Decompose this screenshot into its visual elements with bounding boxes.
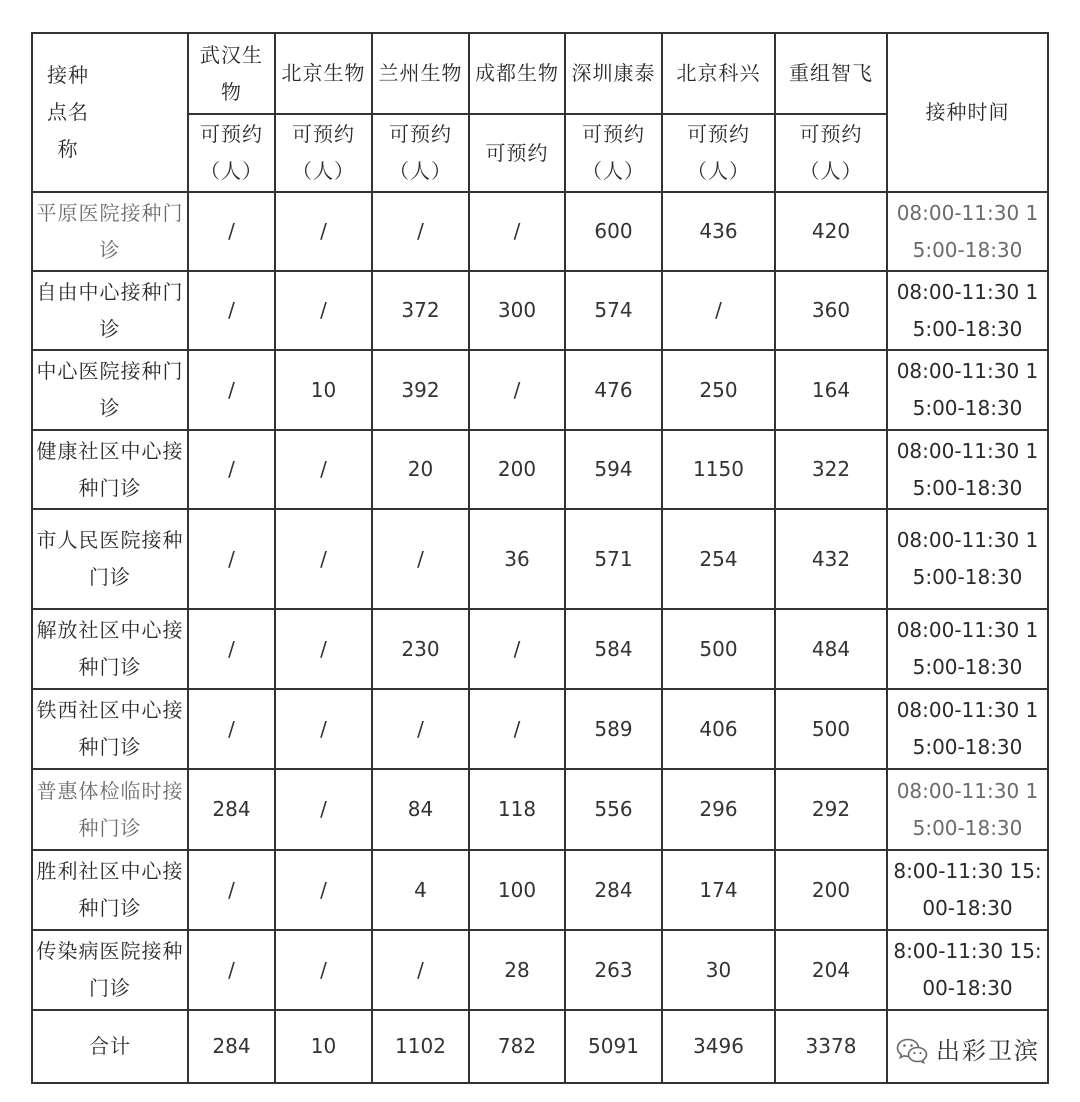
available-count: 4	[414, 877, 427, 902]
vaccination-time: 08:00-11:30 15:00-18:30	[896, 528, 1039, 589]
available-count-cell	[775, 850, 887, 930]
site-name-cell	[32, 509, 188, 609]
available-count: /	[513, 219, 521, 243]
available-count-cell	[565, 850, 662, 930]
available-count-cell	[372, 430, 469, 509]
available-label: 可预约	[200, 122, 263, 146]
available-label: 可预约	[582, 122, 645, 146]
available-count: /	[513, 716, 521, 741]
available-count-cell	[275, 509, 372, 609]
available-count-cell	[275, 271, 372, 350]
available-count: /	[320, 636, 327, 661]
site-name: 市人民医院接种门诊	[36, 528, 184, 589]
available-count: 118	[497, 797, 537, 821]
total-count-cell	[662, 1010, 775, 1083]
available-count: 292	[811, 797, 851, 821]
available-count-cell	[275, 192, 372, 271]
available-count: 556	[594, 797, 633, 821]
available-count: 500	[811, 716, 851, 741]
available-count-cell	[775, 609, 887, 689]
site-name-cell	[32, 850, 188, 930]
site-name-cell	[32, 930, 188, 1010]
site-name-cell	[32, 689, 188, 769]
vaccination-time-cell	[887, 769, 1048, 850]
total-count: 3496	[693, 1034, 744, 1058]
available-count-cell	[662, 350, 775, 430]
available-count: 484	[811, 636, 851, 661]
total-count-cell	[188, 1010, 275, 1083]
header-beijing-bio	[275, 33, 372, 114]
header-zhifei-recombinant	[775, 33, 887, 114]
available-count: /	[228, 457, 235, 481]
total-count: 5091	[588, 1034, 639, 1058]
available-count: /	[228, 219, 235, 243]
available-count-cell	[565, 271, 662, 350]
available-count: /	[228, 546, 235, 571]
total-count: 1102	[395, 1034, 446, 1058]
available-count-cell	[469, 192, 565, 271]
available-count-cell	[662, 192, 775, 271]
total-count-cell	[469, 1010, 565, 1083]
available-count: 230	[401, 636, 440, 661]
header-wuhan-bio	[188, 33, 275, 114]
available-count-cell	[469, 350, 565, 430]
header-vaccination-time	[887, 33, 1048, 192]
available-count: 476	[594, 377, 633, 402]
available-count: 589	[594, 716, 633, 741]
table-row	[32, 192, 1048, 271]
site-name-cell	[32, 271, 188, 350]
vaccination-time-cell	[887, 609, 1048, 689]
vaccination-time: 08:00-11:30 15:00-18:30	[896, 698, 1039, 759]
vaccination-time-cell	[887, 192, 1048, 271]
available-count-cell	[188, 769, 275, 850]
watermark-text: 出彩卫滨	[936, 1037, 1040, 1065]
available-count-cell	[662, 769, 775, 850]
vaccination-time: 8:00-11:30 15:00-18:30	[893, 859, 1042, 920]
vaccination-availability-table	[31, 32, 1049, 1084]
site-name: 平原医院接种门诊	[36, 200, 184, 262]
site-name: 解放社区中心接种门诊	[36, 618, 184, 679]
available-count-cell	[188, 850, 275, 930]
subheader-available	[775, 114, 887, 192]
available-count: 200	[811, 877, 851, 902]
available-count: /	[715, 298, 722, 322]
available-count: /	[320, 877, 327, 902]
total-count-cell	[565, 1010, 662, 1083]
table-row	[32, 430, 1048, 509]
available-count: 174	[699, 877, 738, 902]
total-label: 合计	[89, 1034, 131, 1058]
total-count: 3378	[805, 1034, 857, 1058]
vendor-label: 兰州生物	[378, 61, 463, 85]
available-count: /	[320, 957, 327, 982]
subheader-available	[565, 114, 662, 192]
subheader-available	[372, 114, 469, 192]
header-lanzhou-bio	[372, 33, 469, 114]
site-name-cell	[32, 769, 188, 850]
subheader-available	[188, 114, 275, 192]
available-count: 20	[407, 457, 434, 481]
available-count-cell	[188, 271, 275, 350]
site-name: 胜利社区中心接种门诊	[36, 859, 184, 920]
table-row	[32, 689, 1048, 769]
available-count: 392	[401, 377, 440, 402]
available-count-cell	[662, 850, 775, 930]
site-name: 健康社区中心接种门诊	[36, 438, 184, 500]
site-name: 传染病医院接种门诊	[36, 939, 184, 1000]
available-count-cell	[662, 609, 775, 689]
available-count-cell	[775, 350, 887, 430]
available-count: /	[320, 298, 327, 322]
vaccination-time-cell	[887, 850, 1048, 930]
available-count: 500	[699, 636, 738, 661]
available-count: 406	[699, 716, 738, 741]
vaccination-time-cell	[887, 930, 1048, 1010]
available-count-cell	[188, 509, 275, 609]
table-header	[32, 33, 1048, 192]
available-label: 可预约	[485, 140, 549, 165]
vendor-label: 重组智飞	[789, 61, 873, 85]
table-row	[32, 769, 1048, 850]
available-count-cell	[565, 769, 662, 850]
table-row	[32, 271, 1048, 350]
available-unit: （人）	[582, 159, 645, 183]
vendor-label: 北京科兴	[676, 61, 761, 85]
available-count: 284	[212, 797, 251, 821]
available-unit: （人）	[389, 159, 452, 183]
vendor-label: 深圳康泰	[571, 61, 656, 85]
available-count: 200	[497, 457, 537, 481]
available-count: 372	[401, 298, 440, 322]
available-unit: （人）	[200, 159, 263, 183]
available-count-cell	[565, 509, 662, 609]
available-count: /	[417, 546, 424, 571]
available-count-cell	[565, 930, 662, 1010]
header-chengdu-bio	[469, 33, 565, 114]
available-label: 可预约	[389, 122, 452, 146]
available-count: 296	[699, 797, 738, 821]
available-count: /	[417, 716, 424, 741]
available-count-cell	[275, 850, 372, 930]
available-count: /	[513, 636, 521, 661]
available-count-cell	[469, 769, 565, 850]
available-count-cell	[662, 930, 775, 1010]
available-unit: （人）	[799, 159, 863, 183]
vaccination-time: 08:00-11:30 15:00-18:30	[896, 618, 1039, 679]
subheader-available	[275, 114, 372, 192]
available-label: 可预约	[292, 122, 355, 146]
available-count: 432	[811, 546, 851, 571]
available-count-cell	[188, 930, 275, 1010]
total-label-cell	[32, 1010, 188, 1083]
available-count-cell	[469, 430, 565, 509]
vaccination-time-cell	[887, 271, 1048, 350]
vaccination-time: 08:00-11:30 15:00-18:30	[896, 359, 1039, 420]
available-count-cell	[372, 930, 469, 1010]
site-name-cell	[32, 192, 188, 271]
available-count-cell	[775, 509, 887, 609]
available-count-cell	[275, 430, 372, 509]
table-row	[32, 350, 1048, 430]
site-name-cell	[32, 609, 188, 689]
header-shenzhen-kangtai	[565, 33, 662, 114]
available-count: /	[228, 957, 235, 982]
available-label: 可预约	[799, 122, 863, 146]
available-count: /	[417, 957, 424, 982]
available-count: 204	[811, 957, 851, 982]
available-count: 600	[594, 219, 633, 243]
available-count: 100	[497, 877, 537, 902]
total-count: 284	[212, 1034, 251, 1058]
available-label: 可预约	[687, 122, 750, 146]
total-count: 782	[497, 1034, 537, 1058]
available-count: 36	[504, 546, 530, 571]
available-count: /	[228, 298, 235, 322]
available-count-cell	[775, 271, 887, 350]
available-count-cell	[469, 609, 565, 689]
available-count-cell	[372, 271, 469, 350]
available-count-cell	[372, 350, 469, 430]
vaccination-time: 08:00-11:30 15:00-18:30	[896, 438, 1039, 500]
available-count-cell	[469, 930, 565, 1010]
total-count-cell	[372, 1010, 469, 1083]
vaccination-time: 08:00-11:30 15:00-18:30	[896, 778, 1039, 840]
available-count-cell	[469, 271, 565, 350]
available-count-cell	[565, 689, 662, 769]
available-count: /	[320, 219, 327, 243]
available-count: 250	[699, 377, 738, 402]
wechat-icon	[896, 1038, 928, 1064]
available-count-cell	[662, 271, 775, 350]
site-name-cell	[32, 350, 188, 430]
available-count-cell	[469, 850, 565, 930]
site-name-cell	[32, 430, 188, 509]
available-count: /	[228, 636, 235, 661]
available-count: 436	[699, 219, 738, 243]
available-count: 254	[699, 546, 738, 571]
watermark	[896, 1036, 1040, 1066]
available-count: /	[513, 377, 521, 402]
available-count-cell	[188, 689, 275, 769]
table-body	[32, 192, 1048, 1010]
available-count: 164	[811, 377, 851, 402]
time-header-label: 接种时间	[925, 100, 1010, 124]
site-name: 铁西社区中心接种门诊	[36, 698, 184, 759]
available-count-cell	[469, 509, 565, 609]
table-row	[32, 509, 1048, 609]
available-count-cell	[372, 769, 469, 850]
available-count-cell	[372, 192, 469, 271]
table-row	[32, 609, 1048, 689]
available-count-cell	[775, 930, 887, 1010]
table-row	[32, 930, 1048, 1010]
site-name: 自由中心接种门诊	[36, 279, 184, 341]
vaccination-time: 8:00-11:30 15:00-18:30	[893, 939, 1042, 1000]
available-count-cell	[662, 430, 775, 509]
available-count: 300	[497, 298, 537, 322]
available-count-cell	[775, 192, 887, 271]
vaccination-time: 08:00-11:30 15:00-18:30	[896, 200, 1039, 262]
available-count-cell	[275, 689, 372, 769]
vendor-label: 成都生物	[475, 61, 559, 85]
vaccination-time-cell	[887, 689, 1048, 769]
available-count: 420	[811, 219, 851, 243]
available-count-cell	[662, 509, 775, 609]
available-unit: （人）	[292, 159, 355, 183]
total-count-cell	[275, 1010, 372, 1083]
available-count: 84	[407, 797, 434, 821]
available-count: 28	[504, 957, 530, 982]
available-count: 574	[594, 298, 633, 322]
available-count: /	[320, 797, 327, 821]
table-row	[32, 850, 1048, 930]
available-count: /	[228, 716, 235, 741]
total-count: 10	[310, 1034, 337, 1058]
available-count: 584	[594, 636, 633, 661]
available-count-cell	[565, 430, 662, 509]
vaccination-time-cell	[887, 509, 1048, 609]
available-count: 571	[594, 546, 633, 571]
header-beijing-sinovac	[662, 33, 775, 114]
available-count: /	[320, 716, 327, 741]
vaccination-time: 08:00-11:30 15:00-18:30	[896, 279, 1039, 341]
subheader-available	[469, 114, 565, 192]
available-count-cell	[469, 689, 565, 769]
site-name: 普惠体检临时接种门诊	[36, 778, 184, 840]
available-count-cell	[372, 689, 469, 769]
available-count-cell	[275, 609, 372, 689]
available-count-cell	[275, 350, 372, 430]
available-count-cell	[565, 192, 662, 271]
site-name-header-label: 接种点名称	[47, 63, 89, 161]
available-count-cell	[188, 430, 275, 509]
available-unit: （人）	[687, 159, 750, 183]
available-count-cell	[188, 350, 275, 430]
available-count: /	[228, 377, 235, 402]
available-count-cell	[372, 850, 469, 930]
available-count: /	[228, 877, 235, 902]
available-count-cell	[662, 689, 775, 769]
vaccination-time-cell	[887, 430, 1048, 509]
available-count-cell	[372, 509, 469, 609]
available-count-cell	[775, 689, 887, 769]
available-count-cell	[565, 350, 662, 430]
site-name: 中心医院接种门诊	[36, 359, 184, 420]
available-count: 10	[310, 377, 337, 402]
available-count: /	[320, 546, 327, 571]
available-count-cell	[188, 192, 275, 271]
available-count-cell	[275, 769, 372, 850]
available-count: 322	[811, 457, 851, 481]
available-count-cell	[188, 609, 275, 689]
available-count: 284	[594, 877, 633, 902]
header-row-vendors	[32, 33, 1048, 114]
available-count-cell	[565, 609, 662, 689]
total-count-cell	[775, 1010, 887, 1083]
vendor-label: 武汉生物	[200, 42, 263, 104]
available-count: 263	[594, 957, 633, 982]
subheader-available	[662, 114, 775, 192]
available-count: /	[417, 219, 424, 243]
available-count-cell	[775, 430, 887, 509]
vaccination-time-cell	[887, 350, 1048, 430]
available-count: 594	[594, 457, 633, 481]
available-count-cell	[775, 769, 887, 850]
header-site-name	[32, 33, 188, 192]
available-count: /	[320, 457, 327, 481]
available-count-cell	[372, 609, 469, 689]
available-count: 360	[811, 298, 851, 322]
available-count: 30	[705, 957, 732, 982]
available-count-cell	[275, 930, 372, 1010]
available-count: 1150	[693, 457, 744, 481]
vendor-label: 北京生物	[281, 61, 366, 85]
